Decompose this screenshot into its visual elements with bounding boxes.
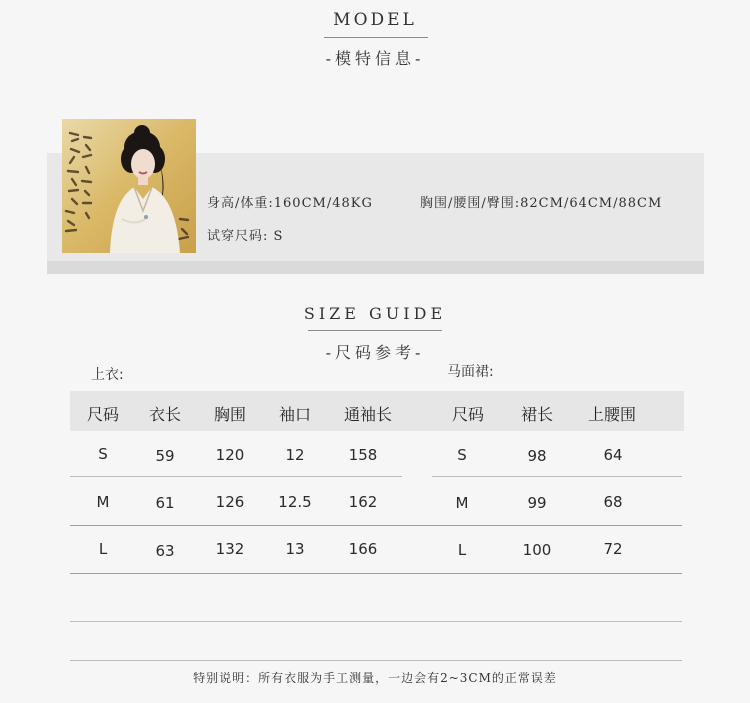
model-info-strip: [47, 261, 704, 274]
model-measurements: 胸围/腰围/臀围:82CM/64CM/88CM: [420, 196, 663, 211]
skirt-cell-s-size: S: [457, 446, 467, 464]
top-cell-l-size: L: [98, 540, 108, 558]
top-cell-m-sleeve: 162: [348, 493, 378, 511]
row-divider: [70, 525, 682, 526]
top-cell-l-length: 63: [155, 542, 175, 560]
size-guide-title: SIZE GUIDE: [303, 304, 447, 323]
top-cell-s-sleeve: 158: [348, 446, 378, 464]
skirt-cell-l-waist: 72: [603, 540, 623, 558]
skirt-table-label: 马面裙:: [447, 364, 494, 380]
skirt-cell-m-length: 99: [527, 494, 547, 512]
row-divider: [70, 621, 682, 622]
top-header-length: 衣长: [148, 405, 181, 424]
row-divider: [70, 573, 682, 574]
model-title: MODEL: [333, 10, 417, 30]
skirt-cell-s-length: 98: [527, 447, 547, 465]
skirt-header-waist: 上腰围: [587, 405, 636, 424]
top-header-cuff: 袖口: [278, 405, 311, 424]
top-cell-s-length: 59: [155, 447, 175, 465]
top-cell-m-length: 61: [155, 494, 175, 512]
top-cell-s-size: S: [98, 445, 108, 463]
top-cell-s-bust: 120: [215, 446, 245, 464]
top-cell-l-bust: 132: [215, 540, 245, 558]
top-header-bust: 胸围: [213, 405, 246, 424]
skirt-cell-l-size: L: [457, 541, 467, 559]
row-divider: [70, 660, 682, 661]
skirt-cell-s-waist: 64: [603, 446, 623, 464]
measurement-note: 特别说明：所有衣服为手工测量，一边会有2~3CM的正常误差: [193, 671, 557, 685]
top-cell-m-bust: 126: [215, 493, 245, 511]
model-height-weight: 身高/体重:160CM/48KG: [207, 196, 373, 211]
skirt-cell-l-length: 100: [522, 541, 552, 559]
top-cell-m-size: M: [96, 493, 110, 511]
top-cell-l-sleeve: 166: [348, 540, 378, 558]
model-title-rule: [324, 37, 428, 38]
skirt-cell-m-waist: 68: [603, 493, 623, 511]
model-photo: [62, 119, 196, 253]
model-subtitle: -模特信息-: [325, 49, 425, 68]
top-header-sleeve-span: 通袖长: [343, 405, 392, 424]
row-divider: [432, 476, 682, 477]
size-guide-subtitle: -尺码参考-: [325, 343, 425, 362]
model-fit-size: 试穿尺码: S: [207, 229, 284, 244]
skirt-header-length: 裙长: [520, 405, 553, 424]
top-header-size: 尺码: [86, 405, 119, 424]
top-cell-s-cuff: 12: [285, 446, 305, 464]
top-cell-l-cuff: 13: [285, 540, 305, 558]
skirt-cell-m-size: M: [455, 494, 469, 512]
size-guide-title-rule: [308, 330, 442, 331]
skirt-header-size: 尺码: [451, 405, 484, 424]
top-table-label: 上衣:: [91, 367, 124, 383]
top-cell-m-cuff: 12.5: [278, 493, 312, 511]
row-divider: [70, 476, 402, 477]
